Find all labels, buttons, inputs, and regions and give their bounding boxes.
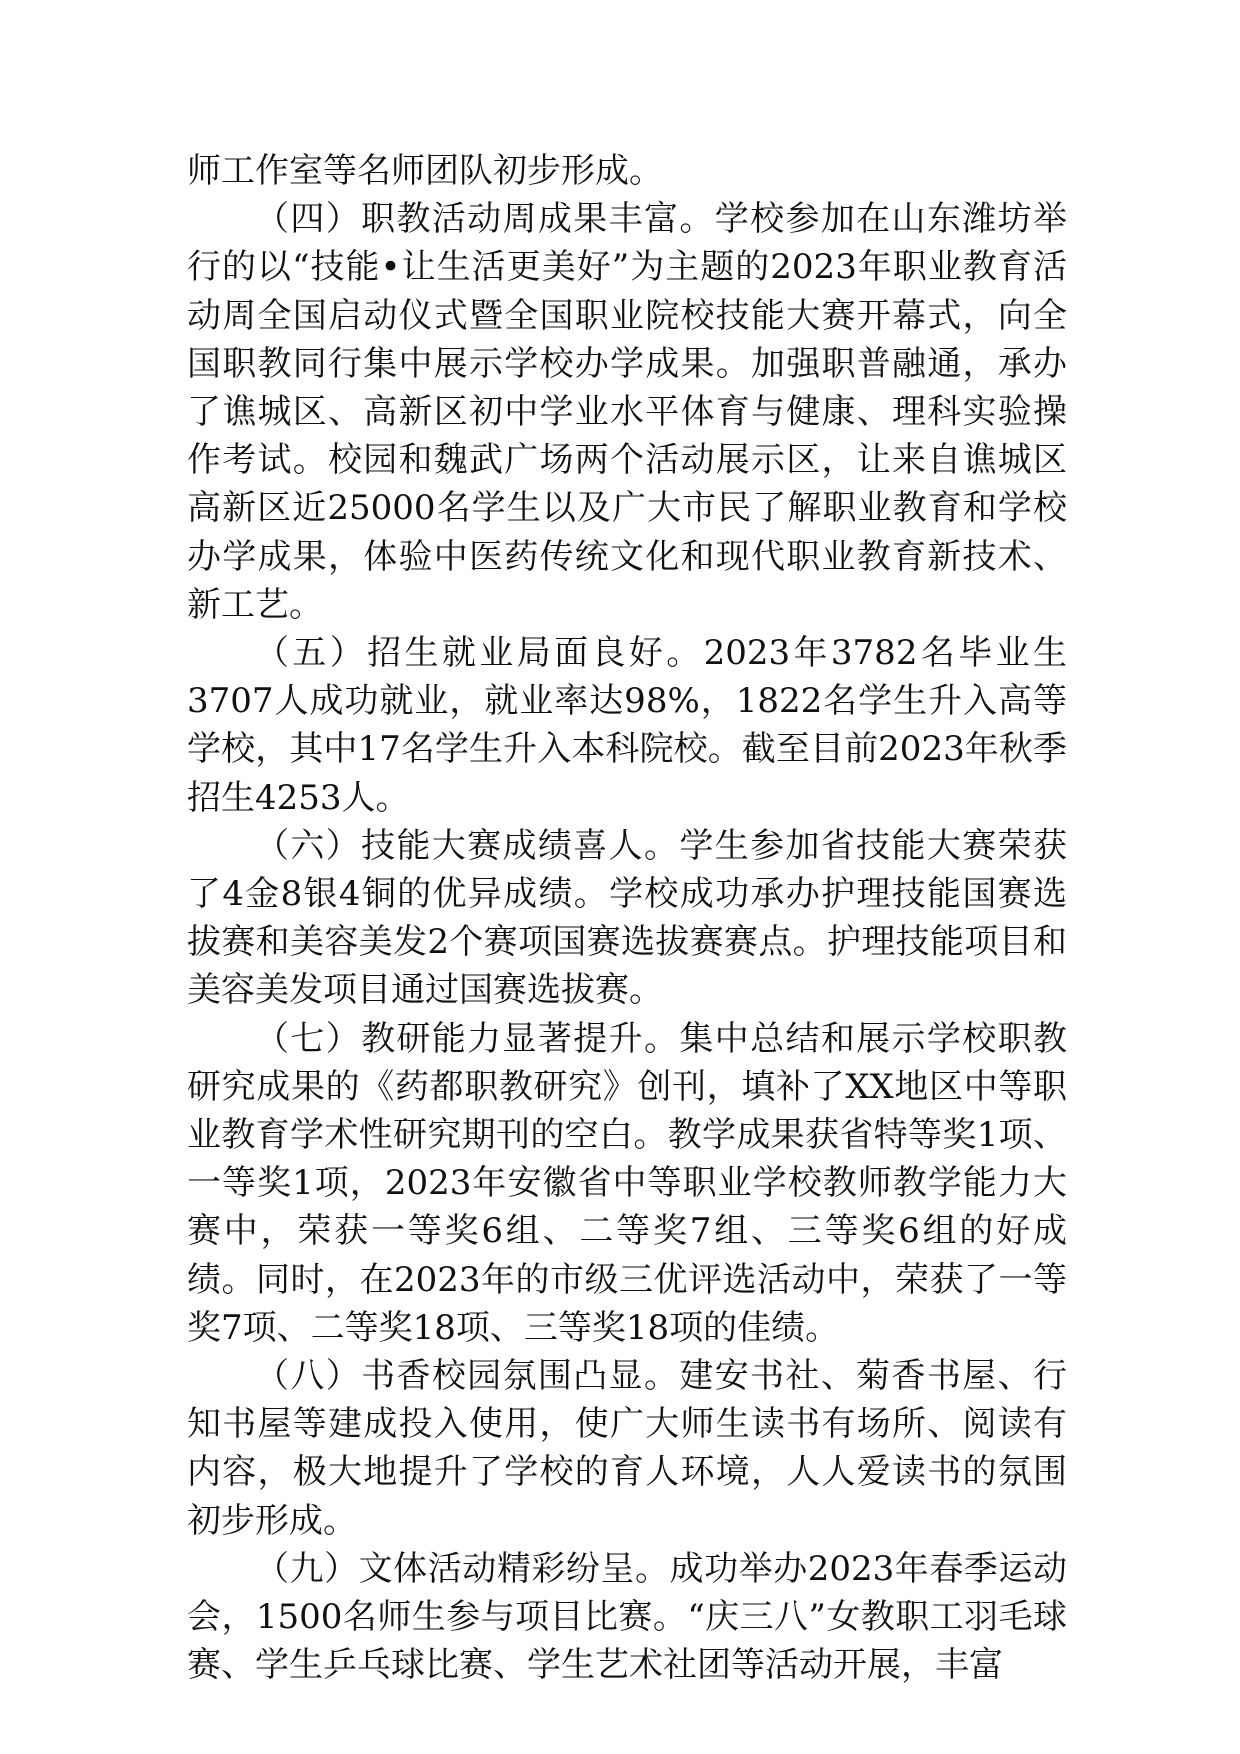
paragraph-section-7: （七）教研能力显著提升。集中总结和展示学校职教研究成果的《药都职教研究》创刊，填补了XX地区中等职业教育学术性研究期刊的空白。教学成果获省特等奖1项、一等奖1项，2023年安徽省中等职业学校教师教学能力大赛中，荣获一等奖6组、二等奖7组、三等奖6组的好成绩。同时，在2023年的市级三优评选活动中，荣获了一等奖7项、二等奖18项、三等奖18项的佳绩。 [187, 1018, 1067, 1348]
paragraph-section-4: （四）职教活动周成果丰富。学校参加在山东潍坊举行的以“技能•让生活更美好”为主题的2023年职业教育活动周全国启动仪式暨全国职业院校技能大赛开幕式，向全国职教同行集中展示学校办学成果。加强职普融通，承办了谯城区、高新区初中学业水平体育与健康、理科实验操作考试。校园和魏武广场两个活动展示区，让来自谯城区高新区近25000名学生以及广大市民了解职业教育和学校办学成果，体验中医药传统文化和现代职业教育新技术、新工艺。 [187, 199, 1067, 625]
paragraph-section-9: （九）文体活动精彩纷呈。成功举办2023年春季运动会，1500名师生参与项目比赛。“庆三八”女教职工羽毛球赛、学生乒乓球比赛、学生艺术社团等活动开展，丰富 [187, 1548, 1067, 1686]
paragraph-section-6: （六）技能大赛成绩喜人。学生参加省技能大赛荣获了4金8银4铜的优异成绩。学校成功承办护理技能国赛选拔赛和美容美发2个赛项国赛选拔赛赛点。护理技能项目和美容美发项目通过国赛选拔赛。 [187, 825, 1067, 1011]
paragraph-section-5: （五）招生就业局面良好。2023年3782名毕业生3707人成功就业，就业率达98%，1822名学生升入高等学校，其中17名学生升入本科院校。截至目前2023年秋季招生4253人。 [187, 633, 1067, 818]
paragraph-section-8: （八）书香校园氛围凸显。建安书社、菊香书屋、行知书屋等建成投入使用，使广大师生读书有场所、阅读有内容，极大地提升了学校的育人环境，人人爱读书的氛围初步形成。 [187, 1356, 1067, 1541]
paragraph-continuation: 师工作室等名师团队初步形成。 [187, 151, 663, 191]
document-page [187, 147, 1067, 1690]
